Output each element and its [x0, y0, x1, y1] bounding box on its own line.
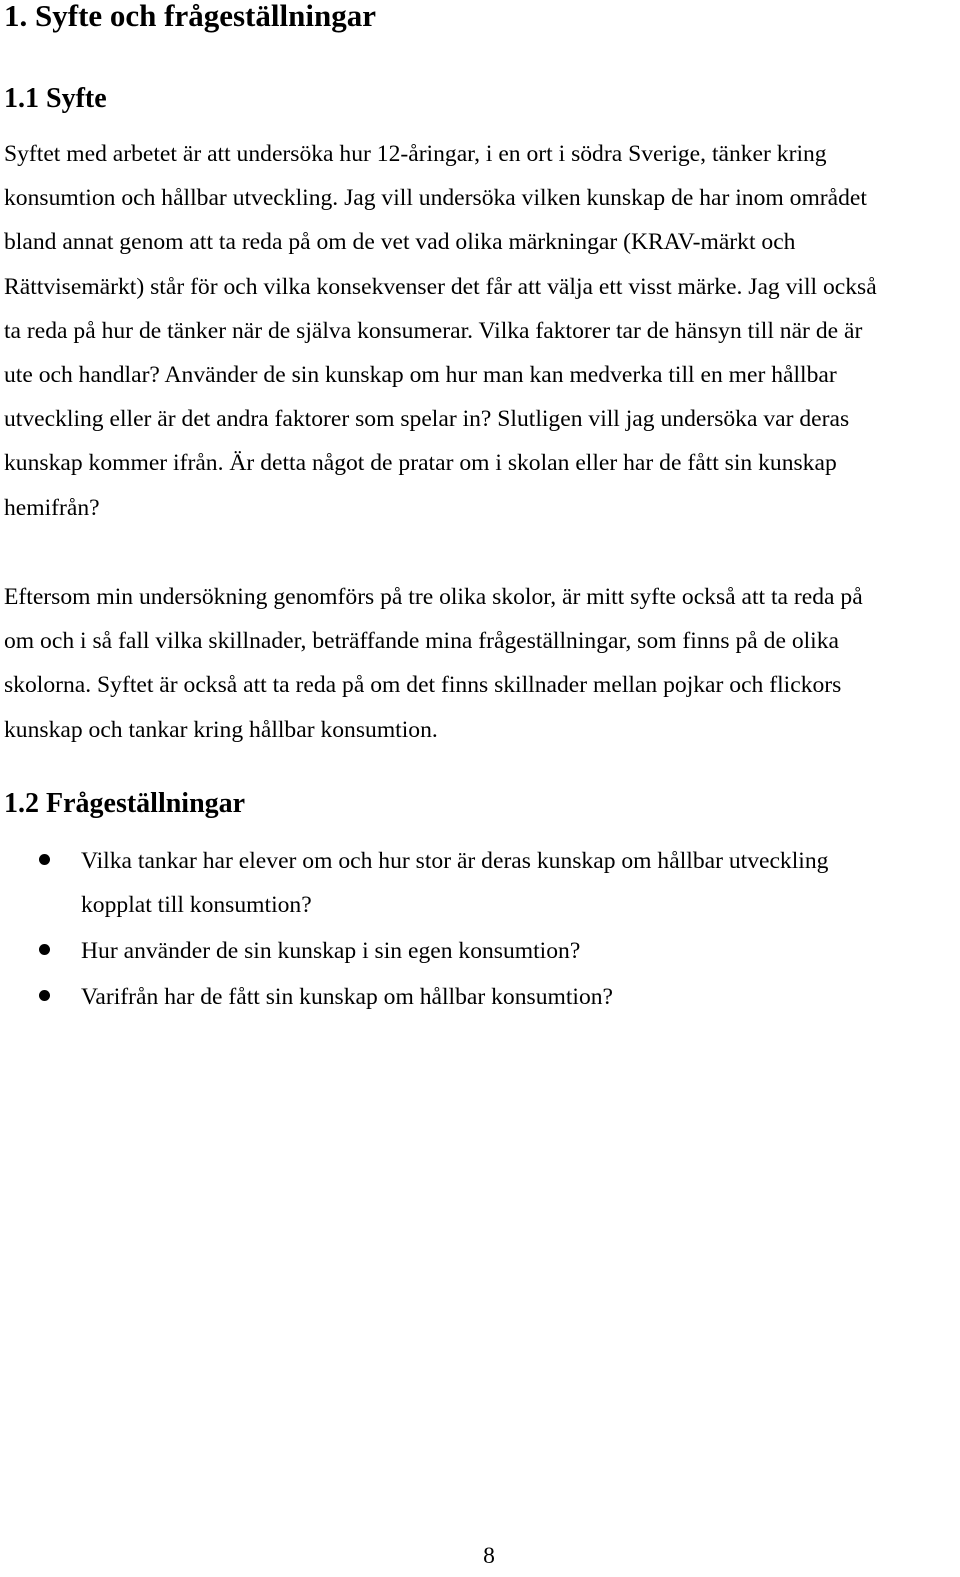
- bullet-icon: [39, 990, 50, 1001]
- syfte-paragraph-2: [4, 575, 960, 752]
- text-line: bland annat genom att ta reda på om de vet vad olika märkningar (KRAV-märkt och: [4, 229, 796, 256]
- text-line: Hur använder de sin kunskap i sin egen konsumtion?: [81, 937, 581, 964]
- section-heading-fragestallningar: 1.2 Frågeställningar: [4, 788, 246, 819]
- bullet-icon: [39, 854, 50, 865]
- text-line: ute och handlar? Använder de sin kunskap om hur man kan medverka till en mer hållbar: [4, 362, 837, 389]
- bullet-icon: [39, 944, 50, 955]
- question-item: [0, 839, 960, 927]
- page-number: 8: [483, 1543, 495, 1569]
- section-heading-syfte: 1.1 Syfte: [4, 83, 107, 114]
- text-line: skolorna. Syftet är också att ta reda på om det finns skillnader mellan pojkar och flickors: [4, 672, 842, 699]
- text-line: kunskap kommer ifrån. Är detta något de pratar om i skolan eller har de fått sin kunskap: [4, 450, 837, 477]
- text-line: Rättvisemärkt) står för och vilka konsekvenser det får att välja ett visst märke. Jag vill också: [4, 273, 877, 300]
- question-list: [0, 839, 960, 1020]
- text-line: Syftet med arbetet är att undersöka hur 12-åringar, i en ort i södra Sverige, tänker kring: [4, 141, 827, 167]
- syfte-paragraph-1: [4, 132, 960, 530]
- text-line: kunskap och tankar kring hållbar konsumtion.: [4, 716, 438, 743]
- text-line: Eftersom min undersökning genomförs på tre olika skolor, är mitt syfte också att ta reda på: [4, 584, 863, 610]
- text-line: Vilka tankar har elever om och hur stor är deras kunskap om hållbar utveckling: [81, 848, 829, 874]
- text-line: hemifrån?: [4, 494, 100, 521]
- text-line: konsumtion och hållbar utveckling. Jag vill undersöka vilken kunskap de har inom området: [4, 185, 867, 212]
- chapter-heading: 1. Syfte och frågeställningar: [4, 0, 376, 33]
- text-line: ta reda på hur de tänker när de själva konsumerar. Vilka faktorer tar de hänsyn till när de är: [4, 317, 863, 344]
- text-line: kopplat till konsumtion?: [81, 892, 312, 919]
- text-line: om och i så fall vilka skillnader, beträffande mina frågeställningar, som finns på de olika: [4, 628, 839, 655]
- question-item: [0, 975, 960, 1019]
- question-item: [0, 929, 960, 973]
- text-line: Varifrån har de fått sin kunskap om hållbar konsumtion?: [81, 983, 614, 1010]
- text-line: utveckling eller är det andra faktorer som spelar in? Slutligen vill jag undersöka var deras: [4, 406, 850, 433]
